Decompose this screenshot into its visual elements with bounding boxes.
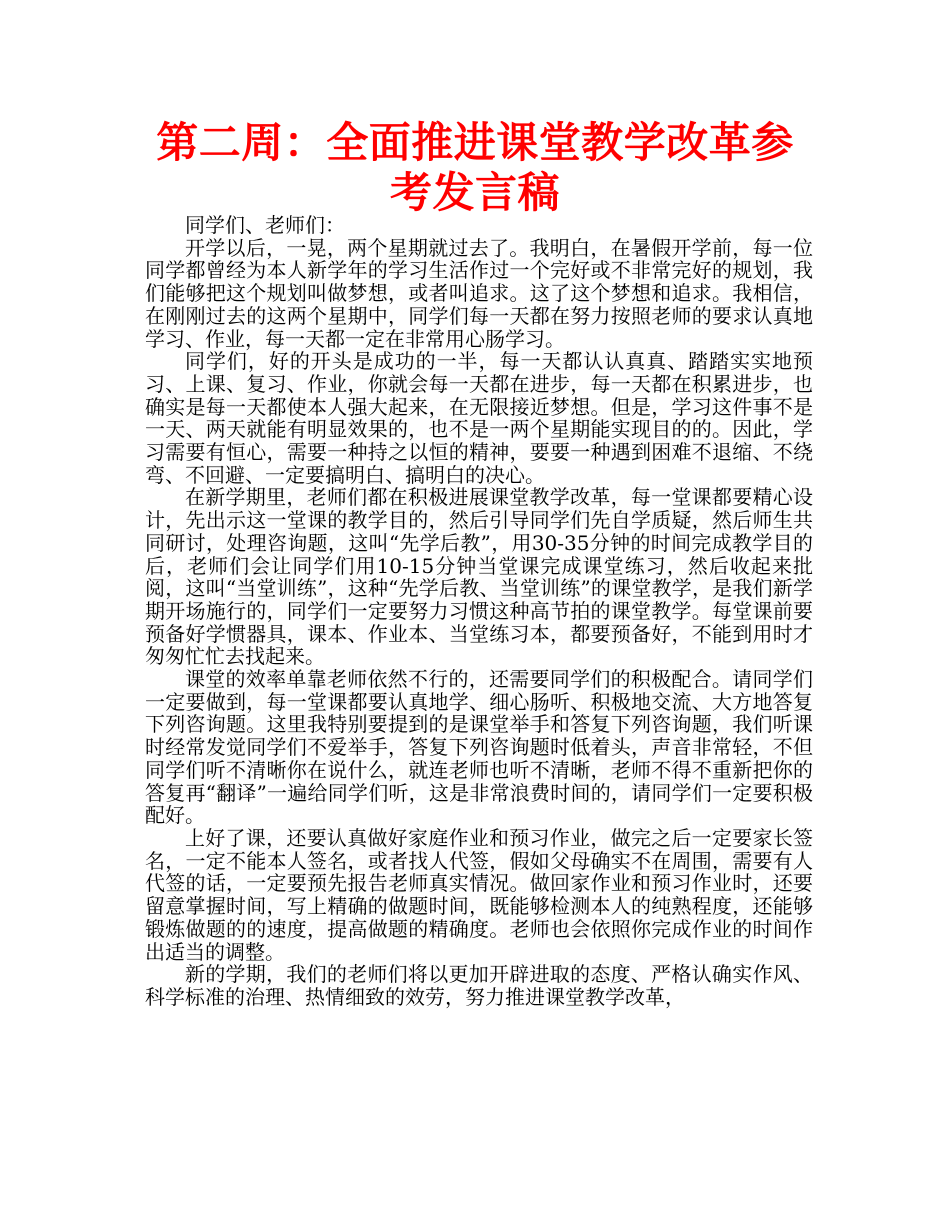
body-paragraph: 同学们，好的开头是成功的一半，每一天都认认真真、踏踏实实地预习、上课、复习、作业，你就会每一天都在进步，每一天都在积累进步，也确实是每一天都使本人强大起来，在无限接近梦想。但是，学习这件事不是一天、两天就能有明显效果的，也不是一两个星期能实现目的的。因此，学习需要有恒心，需要一种持之以恒的精神，要要一种遇到困难不退缩、不绕弯、不回避、一定要搞明白、搞明白的决心。: [145, 349, 813, 487]
document-title: 第二周：全面推进课堂教学改革参考发言稿: [156, 118, 794, 217]
body-paragraph: 课堂的效率单靠老师依然不行的，还需要同学们的积极配合。请同学们一定要做到，每一堂课都要认真地学、细心肠听、积极地交流、大方地答复下列咨询题。这里我特别要提到的是课堂举手和答复下列咨询题，我们听课时经常发觉同学们不爱举手，答复下列咨询题时低着头，声音非常轻，不但同学们听不清晰你在说什么，就连老师也听不清晰，老师不得不重新把你的答复再“翻译”一遍给同学们听，这是非常浪费时间的，请同学们一定要积极配好。: [145, 667, 813, 828]
salutation: 同学们、老师们：: [185, 213, 345, 237]
body-paragraph: 上好了课，还要认真做好家庭作业和预习作业，做完之后一定要家长签名，一定不能本人签名，或者找人代签，假如父母确实不在周围，需要有人代签的话，一定要预先报告老师真实情况。做回家作业和预习作业时，还要留意掌握时间，写上精确的做题时间，既能够检测本人的纯熟程度，还能够锻炼做题的的速度，提高做题的精确度。老师也会依照你完成作业的时间作出适当的调整。: [145, 825, 813, 964]
body-paragraph: 新的学期，我们的老师们将以更加开辟进取的态度、严格认确实作风、科学标准的治理、热情细致的效劳，努力推进课堂教学改革，: [145, 962, 813, 1009]
body-paragraph: 在新学期里，老师们都在积极进展课堂教学改革，每一堂课都要精心设计，先出示这一堂课的教学目的，然后引导同学们先自学质疑，然后师生共同研讨，处理咨询题，这叫“先学后教”，用30-35分钟的时间完成教学目的后，老师们会让同学们用10-15分钟当堂课完成课堂练习，然后收起来批阅，这叫“当堂训练”，这种“先学后教、当堂训练”的课堂教学，是我们新学期开场施行的，同学们一定要努力习惯这种高节拍的课堂教学。每堂课前要预备好学惯器具，课本、作业本、当堂练习本，都要预备好，不能到用时才匆匆忙忙去找起来。: [145, 485, 813, 669]
document-body: [145, 214, 813, 1009]
body-paragraph: 开学以后，一晃，两个星期就过去了。我明白，在暑假开学前，每一位同学都曾经为本人新学年的学习生活作过一个完好或不非常完好的规划，我们能够把这个规划叫做梦想，或者叫追求。这了这个梦想和追求。我相信，在刚刚过去的这两个星期中，同学们每一天都在努力按照老师的要求认真地学习、作业，每一天都一定在非常用心肠学习。: [145, 235, 813, 351]
